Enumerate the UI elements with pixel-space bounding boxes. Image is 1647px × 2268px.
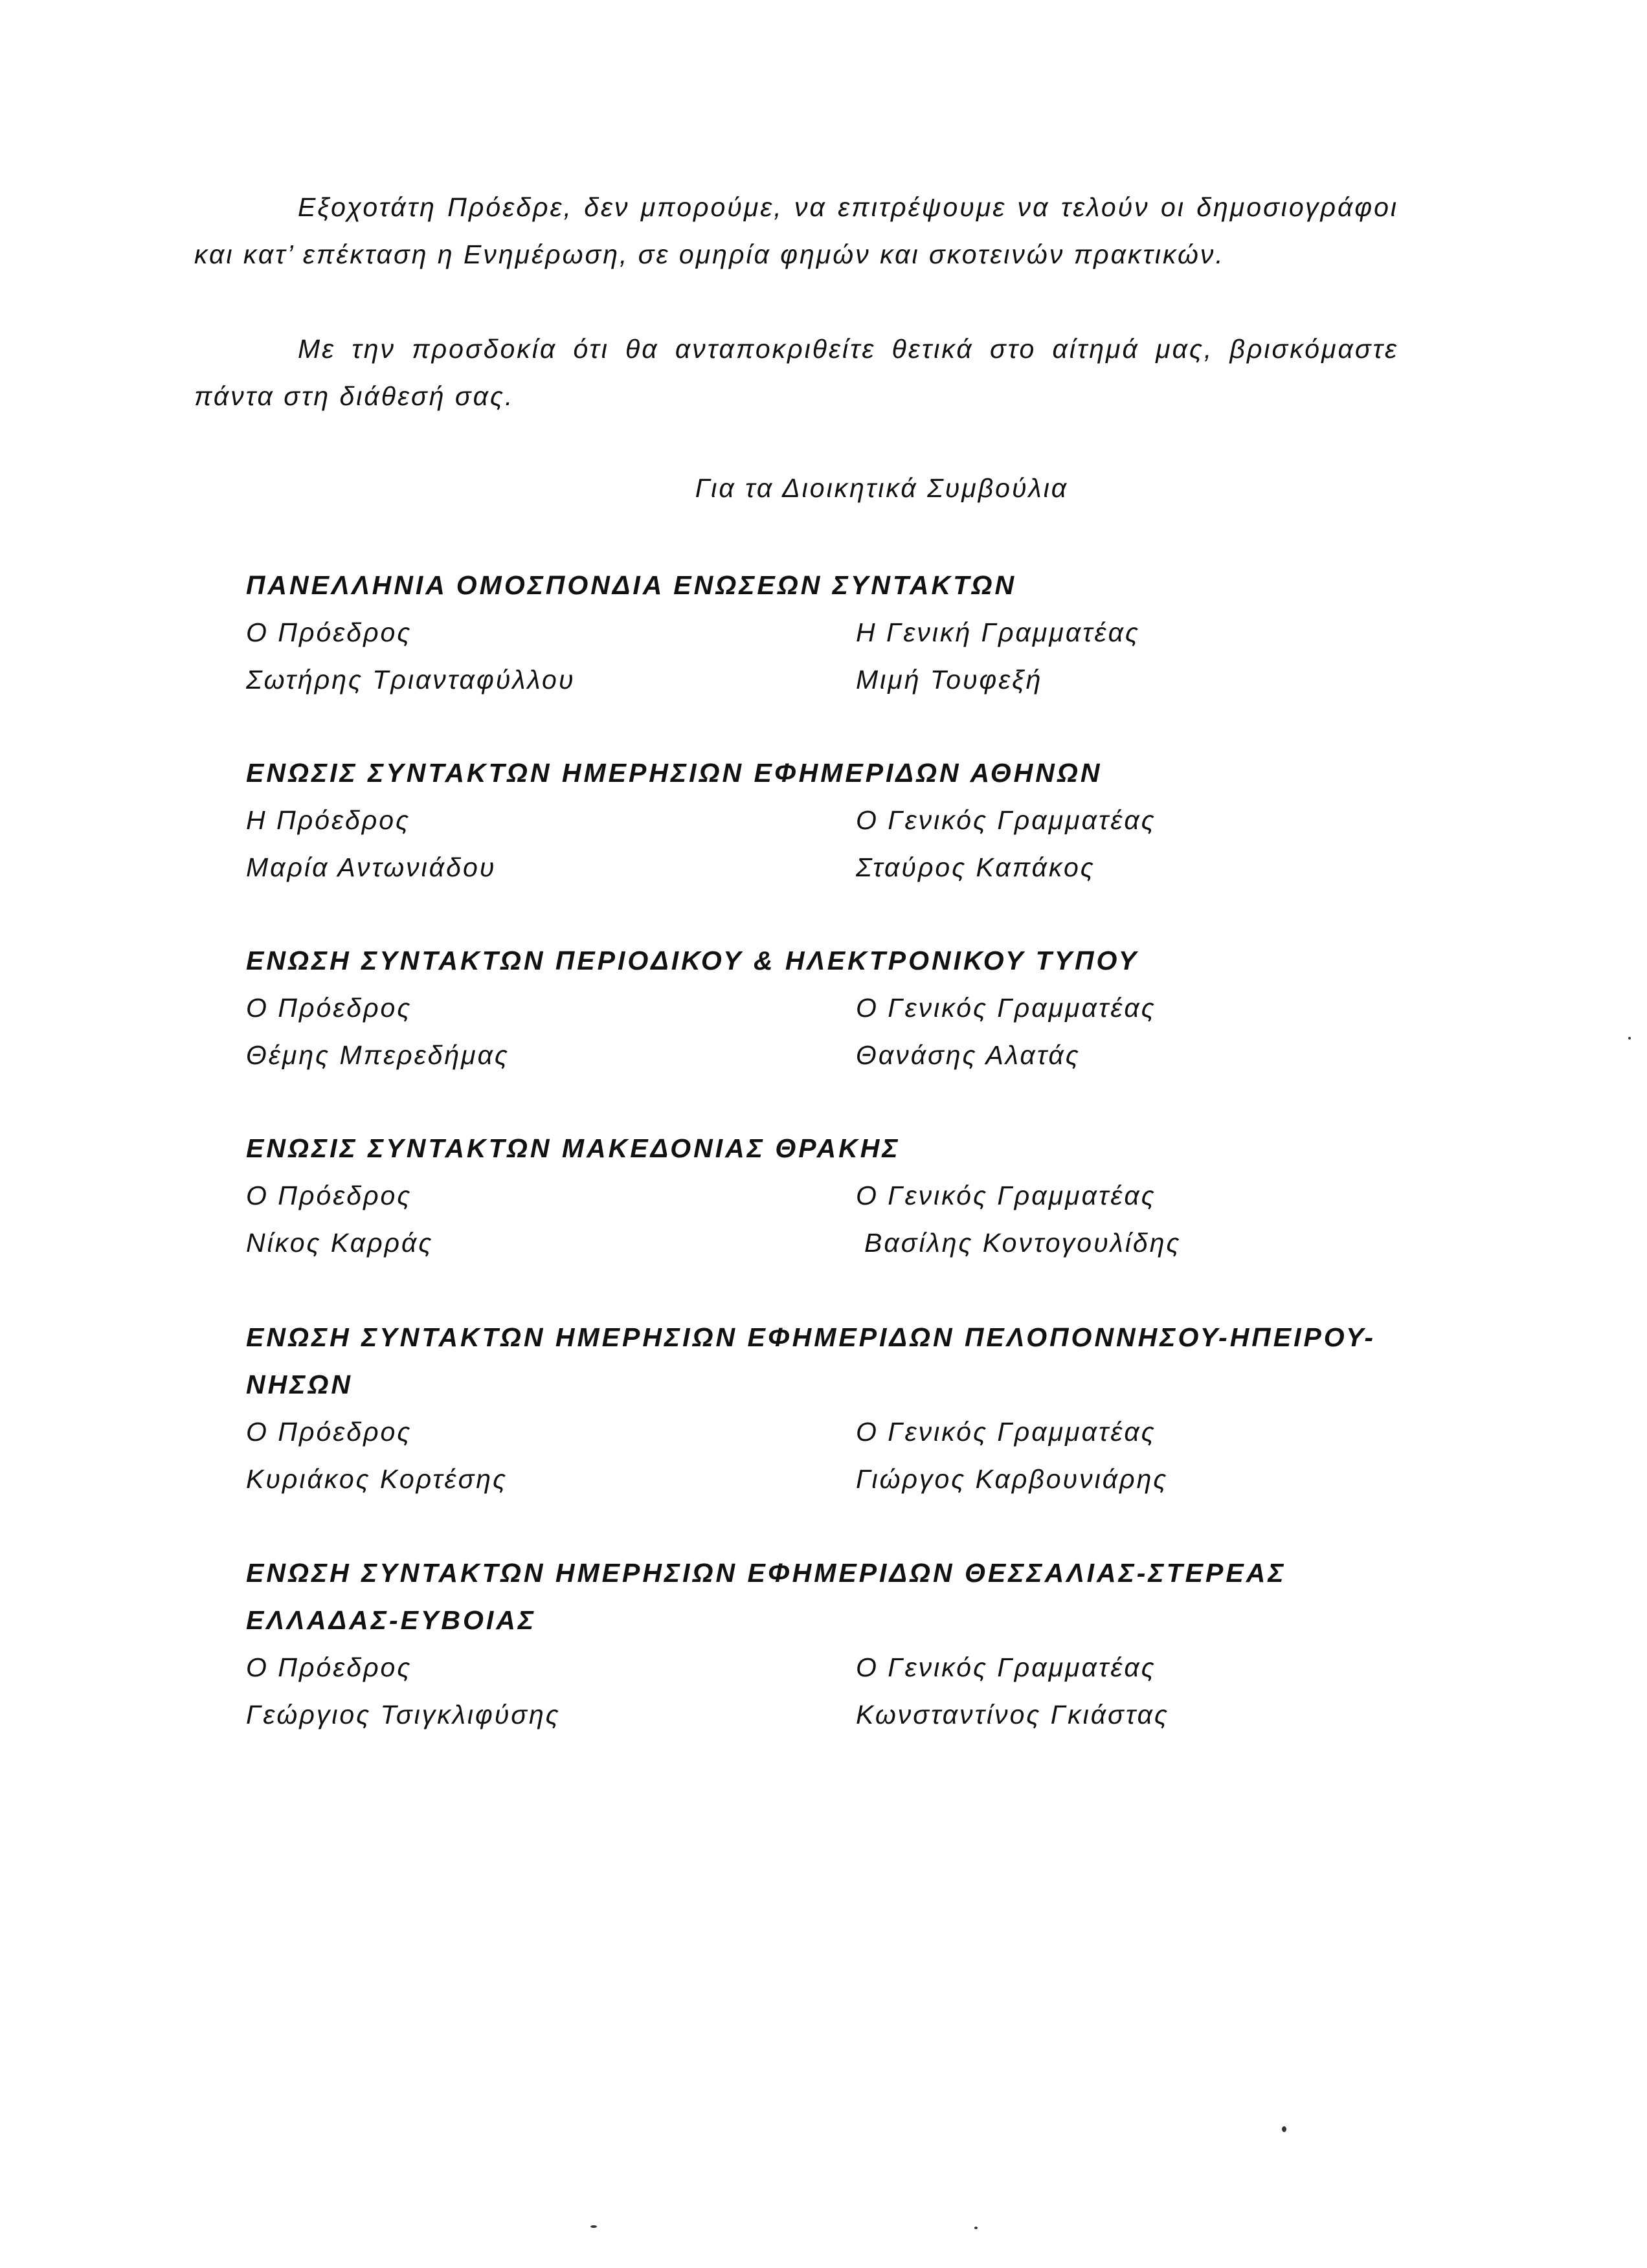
left-signatory-title: Ο Πρόεδρος (246, 1652, 412, 1682)
right-signatory-name: Θανάσης Αλατάς (856, 1040, 1081, 1070)
left-signatory-title: Ο Πρόεδρος (246, 617, 412, 647)
union-name-line-2: ΝΗΣΩΝ (246, 1370, 353, 1399)
signature-titles-row (246, 1408, 1411, 1456)
union-name-line-1: ΕΝΩΣΗ ΣΥΝΤΑΚΤΩΝ ΗΜΕΡΗΣΙΩΝ ΕΦΗΜΕΡΙΔΩΝ ΠΕΛΟΠΟΝΝΗΣΟΥ-ΗΠΕΙΡΟΥ- (246, 1322, 1376, 1352)
union-name: ΕΝΩΣΗ ΣΥΝΤΑΚΤΩΝ ΠΕΡΙΟΔΙΚΟΥ & ΗΛΕΚΤΡΟΝΙΚΟΥ ΤΥΠΟΥ (246, 946, 1139, 975)
left-signatory-name: Νίκος Καρράς (246, 1228, 434, 1258)
signature-titles-row (246, 984, 1411, 1032)
left-signatory-title: Ο Πρόεδρος (246, 993, 412, 1023)
union-block (246, 562, 1411, 704)
right-signatory-name: Κωνσταντίνος Γκιάστας (856, 1700, 1169, 1729)
union-block (246, 1550, 1411, 1739)
union-name-line-2: ΕΛΛΑΔΑΣ-ΕΥΒΟΙΑΣ (246, 1605, 537, 1635)
signature-titles-row (246, 1172, 1411, 1219)
letter-paragraph-1: Εξοχοτάτη Πρόεδρε, δεν μπορούμε, να επιτρέψουμε να τελούν οι δημοσιογράφοι και κατ’ επέκταση η Ενημέρωση, σε ομηρία φημών και σκοτεινών πρακτικών. (194, 192, 1398, 269)
union-name: ΕΝΩΣΙΣ ΣΥΝΤΑΚΤΩΝ ΗΜΕΡΗΣΙΩΝ ΕΦΗΜΕΡΙΔΩΝ ΑΘΗΝΩΝ (246, 758, 1103, 788)
signature-names-row (246, 1691, 1411, 1739)
right-signatory-title: Η Γενική Γραμματέας (856, 617, 1140, 647)
union-name-line-1: ΕΝΩΣΗ ΣΥΝΤΑΚΤΩΝ ΗΜΕΡΗΣΙΩΝ ΕΦΗΜΕΡΙΔΩΝ ΘΕΣΣΑΛΙΑΣ-ΣΤΕΡΕΑΣ (246, 1558, 1286, 1588)
scan-speck (1628, 1037, 1631, 1040)
left-signatory-name: Σωτήρης Τριανταφύλλου (246, 665, 576, 695)
left-signatory-title: Η Πρόεδρος (246, 805, 411, 835)
signature-names-row (246, 844, 1411, 891)
right-signatory-name: Γιώργος Καρβουνιάρης (856, 1464, 1169, 1494)
signature-titles-row (246, 797, 1411, 844)
signature-names-row (246, 1456, 1411, 1503)
right-signatory-title: Ο Γενικός Γραμματέας (856, 1417, 1156, 1447)
left-signatory-name: Γεώργιος Τσιγκλιφύσης (246, 1700, 561, 1729)
right-signatory-name: Μιμή Τουφεξή (856, 665, 1043, 695)
closing-line: Για τα Διοικητικά Συμβούλια (695, 473, 1069, 503)
signature-titles-row (246, 609, 1411, 656)
scan-speck (1282, 2126, 1286, 2132)
left-signatory-title: Ο Πρόεδρος (246, 1417, 412, 1447)
right-signatory-name: Σταύρος Καπάκος (856, 852, 1095, 882)
letter-paragraph-2: Με την προσδοκία ότι θα ανταποκριθείτε θετικά στο αίτημά μας, βρισκόμαστε πάντα στη διάθεσή σας. (194, 334, 1398, 411)
signature-names-row (246, 1032, 1411, 1079)
signature-names-row (246, 656, 1411, 704)
left-signatory-name: Κυριάκος Κορτέσης (246, 1464, 508, 1494)
right-signatory-title: Ο Γενικός Γραμματέας (856, 1652, 1156, 1682)
scan-speck (974, 2227, 978, 2229)
union-name: ΠΑΝΕΛΛΗΝΙΑ ΟΜΟΣΠΟΝΔΙΑ ΕΝΩΣΕΩΝ ΣΥΝΤΑΚΤΩΝ (246, 570, 1017, 600)
union-block (246, 750, 1411, 891)
right-signatory-title: Ο Γενικός Γραμματέας (856, 993, 1156, 1023)
left-signatory-title: Ο Πρόεδρος (246, 1181, 412, 1210)
left-signatory-name: Μαρία Αντωνιάδου (246, 852, 497, 882)
scan-speck (590, 2225, 597, 2228)
union-block (246, 1125, 1411, 1267)
left-signatory-name: Θέμης Μπερεδήμας (246, 1040, 510, 1070)
union-block (246, 937, 1411, 1079)
signature-titles-row (246, 1644, 1411, 1691)
union-block (246, 1314, 1411, 1503)
right-signatory-title: Ο Γενικός Γραμματέας (856, 1181, 1156, 1210)
union-name: ΕΝΩΣΙΣ ΣΥΝΤΑΚΤΩΝ ΜΑΚΕΔΟΝΙΑΣ ΘΡΑΚΗΣ (246, 1133, 901, 1163)
right-signatory-title: Ο Γενικός Γραμματέας (856, 805, 1156, 835)
signature-names-row (246, 1219, 1411, 1267)
right-signatory-name: Βασίλης Κοντογουλίδης (864, 1228, 1182, 1258)
